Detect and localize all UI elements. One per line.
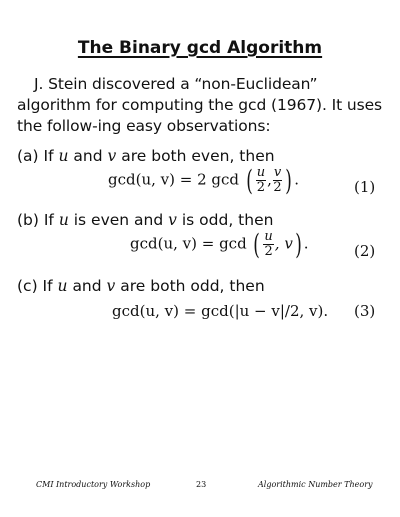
footer-page-number: 23 bbox=[196, 480, 207, 489]
equation-2-period: . bbox=[303, 234, 309, 253]
item-a-var-u: u bbox=[58, 147, 69, 165]
equation-2-frac-u-den: 2 bbox=[264, 244, 273, 259]
equation-1-comma: , bbox=[267, 170, 272, 189]
item-c-label: (c) If bbox=[17, 277, 53, 295]
equation-3-number: (3) bbox=[354, 302, 376, 320]
item-b-tail: is odd, then bbox=[181, 211, 274, 229]
equation-2 bbox=[130, 227, 309, 261]
intro-paragraph: J. Stein discovered a “non-Euclidean” algorithm for computing the gcd (1967). It uses the follow-ing easy observations: bbox=[17, 75, 382, 135]
equation-2-v: , v bbox=[274, 234, 293, 253]
equation-3-lhs: gcd(u, v) = bbox=[112, 302, 197, 320]
equation-1-close-paren: ) bbox=[285, 163, 292, 197]
equation-1-frac-u-den: 2 bbox=[256, 180, 266, 195]
equation-1-frac-v-num: v bbox=[273, 165, 282, 180]
item-a-var-v: v bbox=[107, 147, 117, 165]
item-a-mid: and bbox=[73, 147, 103, 165]
item-c-mid: and bbox=[72, 277, 102, 295]
item-b-heading bbox=[17, 210, 273, 230]
item-a-label: (a) If bbox=[17, 147, 54, 165]
item-c-var-v: v bbox=[106, 277, 116, 295]
equation-2-open-paren: ( bbox=[253, 227, 261, 261]
item-c-tail: are both odd, then bbox=[120, 277, 265, 295]
item-a-tail: are both even, then bbox=[121, 147, 275, 165]
equation-1-open-paren: ( bbox=[245, 163, 253, 197]
equation-2-close-paren: ) bbox=[295, 227, 302, 261]
equation-1-number: (1) bbox=[354, 178, 376, 196]
item-c-heading bbox=[17, 276, 265, 296]
equation-2-lhs: gcd(u, v) = gcd bbox=[130, 234, 247, 253]
item-b-var-v: v bbox=[168, 211, 177, 229]
equation-2-fraction-u bbox=[263, 230, 273, 259]
equation-2-number: (2) bbox=[354, 242, 376, 260]
footer-left: CMI Introductory Workshop bbox=[36, 480, 151, 489]
equation-1-lhs: gcd(u, v) = 2 gcd bbox=[108, 170, 240, 189]
page-title: The Binary gcd Algorithm bbox=[77, 38, 323, 58]
equation-1-period: . bbox=[294, 170, 299, 189]
equation-1-frac-u-num: u bbox=[256, 165, 266, 180]
footer-right: Algorithmic Number Theory bbox=[258, 480, 373, 489]
item-b-label: (b) If bbox=[17, 211, 54, 229]
equation-3 bbox=[112, 302, 328, 320]
equation-1-fraction-v bbox=[273, 166, 282, 195]
equation-3-rhs: gcd(|u − v|/2, v). bbox=[201, 302, 329, 320]
equation-1-fraction-u bbox=[256, 166, 266, 195]
item-c-var-u: u bbox=[57, 277, 68, 295]
item-a-heading bbox=[17, 146, 275, 166]
item-b-mid: is even and bbox=[73, 211, 164, 229]
equation-1-frac-v-den: 2 bbox=[273, 180, 282, 195]
item-b-var-u: u bbox=[58, 211, 69, 229]
equation-1 bbox=[108, 163, 299, 197]
equation-2-frac-u-num: u bbox=[264, 229, 273, 244]
